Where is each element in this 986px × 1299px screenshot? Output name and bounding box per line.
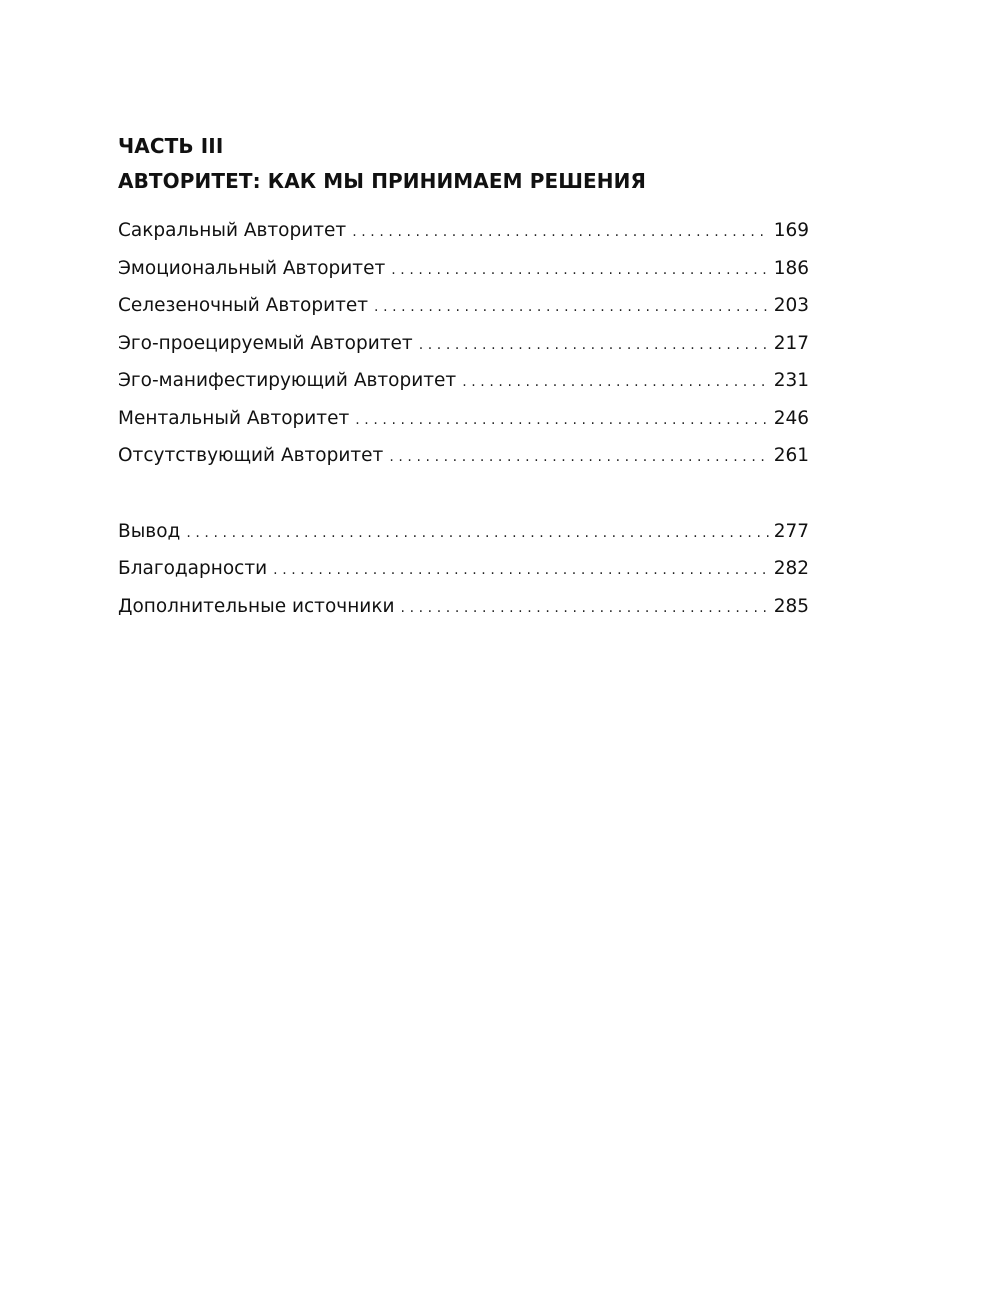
toc-entry[interactable] [118,287,809,325]
dot-leader [391,252,769,288]
toc-entry-title: Дополнительные источники [118,595,395,617]
dot-leader [419,327,770,363]
toc-entry-page: 246 [773,407,809,429]
toc-entry-title: Ментальный Авторитет [118,407,350,429]
toc-entry[interactable] [118,362,809,400]
toc-entry-page: 277 [773,520,809,542]
dot-leader [401,590,770,626]
dot-leader [273,552,770,588]
toc-entry[interactable] [118,400,809,438]
dot-leader [462,364,770,400]
dot-leader [186,515,769,551]
dot-leader [374,289,770,325]
toc-entry-title: Отсутствующий Авторитет [118,445,384,466]
toc-entry[interactable] [118,588,809,626]
toc-entry-title: Эго-манифестирующий Авторитет [118,370,457,391]
part-entries-list [118,212,809,475]
toc-entry[interactable] [118,212,809,250]
toc-entry-page: 231 [773,370,809,391]
toc-entry-page: 285 [773,595,809,617]
toc-entry[interactable] [118,437,809,475]
toc-entry[interactable] [118,550,809,588]
toc-entry-page: 203 [773,295,809,316]
toc-entry-title: Селезеночный Авторитет [118,295,369,316]
part-title: АВТОРИТЕТ: КАК МЫ ПРИНИМАЕМ РЕШЕНИЯ [118,169,646,193]
part-label: ЧАСТЬ III [118,134,224,158]
toc-entry[interactable] [118,250,809,288]
toc-entry-page: 186 [773,257,809,279]
toc-entry-page: 169 [773,220,809,241]
toc-entry-title: Благодарности [118,558,268,579]
dot-leader [352,214,769,250]
toc-entry-title: Эго-проецируемый Авторитет [118,332,413,354]
toc-entry-title: Эмоциональный Авторитет [118,257,386,279]
toc-entry[interactable] [118,325,809,363]
dot-leader [389,439,769,475]
back-matter-list [118,513,809,626]
toc-entry-title: Вывод [118,520,181,542]
toc-entry-page: 217 [773,332,809,354]
toc-entry-page: 261 [773,445,809,466]
toc-entry-page: 282 [773,558,809,579]
toc-entry[interactable] [118,513,809,551]
toc-entry-title: Сакральный Авторитет [118,220,347,241]
dot-leader [355,402,769,438]
table-of-contents-page [118,129,809,625]
